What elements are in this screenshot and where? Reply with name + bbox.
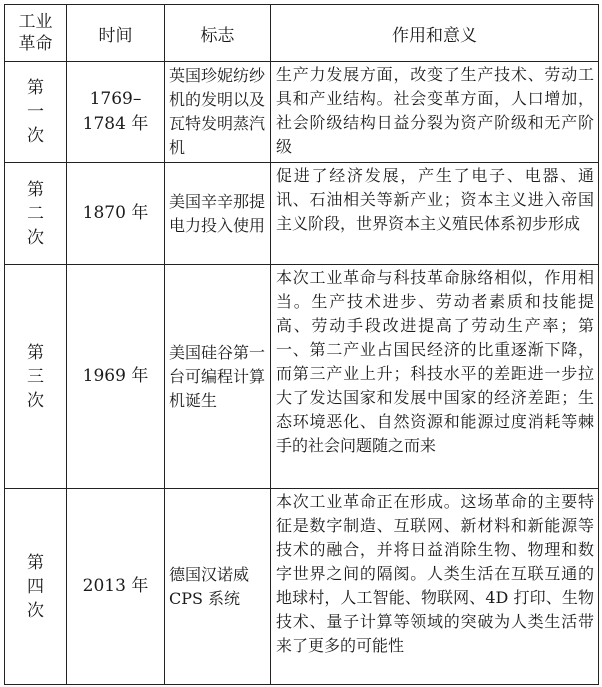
ordinal-char: 第: [27, 179, 44, 200]
ordinal-char: 次: [27, 600, 44, 621]
significance-cell: 本次工业革命正在形成。这场革命的主要特征是数字制造、互联网、新材料和新能源等技术的融合，并将日益消除生物、物理和数字世界之间的隔阂。人类生活在互联互通的地球村，人工智能、物联网、4D 打印、生物技术、量子计算等领域的突破为人类生活带来了更多的可能性: [271, 489, 599, 685]
ordinal-char: 一: [27, 102, 44, 122]
ordinal-char: 四: [27, 576, 44, 597]
significance-cell: 生产力发展方面，改变了生产技术、劳动工具和产业结构。社会变革方面，人口增加，社会阶级结构日益分裂为资产阶级和无产阶级: [271, 62, 599, 163]
ordinal-char: 次: [27, 390, 44, 411]
header-revolution-line2: 革命: [18, 34, 53, 54]
time-line2: 1784 年: [82, 114, 149, 134]
table-row: [5, 62, 599, 163]
table-row: [5, 265, 599, 489]
revolution-table-wrapper: [4, 4, 599, 685]
flag-cell: 美国硅谷第一台可编程计算机诞生: [165, 265, 271, 489]
time-cell: 1969 年: [67, 265, 165, 489]
header-revolution-line1: 工业: [18, 12, 53, 32]
ordinal-char: 第: [27, 342, 44, 363]
ordinal-char: 第: [27, 78, 44, 98]
industrial-revolution-table: [4, 4, 599, 685]
table-row: [5, 489, 599, 685]
time-cell: [67, 62, 165, 163]
significance-cell: 促进了经济发展，产生了电子、电器、通讯、石油相关等新产业；资本主义进入帝国主义阶段，世界资本主义殖民体系初步形成: [271, 163, 599, 265]
revolution-ordinal: [5, 62, 67, 163]
flag-cell: 英国珍妮纺纱机的发明以及瓦特发明蒸汽机: [165, 62, 271, 163]
time-cell: 1870 年: [67, 163, 165, 265]
time-line1: 1769–: [89, 89, 142, 109]
header-flag: 标志: [165, 5, 271, 62]
table-row: [5, 163, 599, 265]
revolution-ordinal: [5, 163, 67, 265]
revolution-ordinal: [5, 489, 67, 685]
ordinal-char: 次: [27, 126, 44, 146]
header-revolution: [5, 5, 67, 62]
ordinal-char: 第: [27, 552, 44, 573]
ordinal-char: 二: [27, 203, 44, 224]
time-cell: 2013 年: [67, 489, 165, 685]
revolution-ordinal: [5, 265, 67, 489]
significance-cell: 本次工业革命与科技革命脉络相似，作用相当。生产技术进步、劳动者素质和技能提高、劳动手段改进提高了劳动生产率；第一、第二产业占国民经济的比重逐渐下降，而第三产业上升；科技水平的差距进一步拉大了发达国家和发展中国家的经济差距；生态环境恶化、自然资源和能源过度消耗等棘手的社会问题随之而来: [271, 265, 599, 489]
ordinal-char: 次: [27, 227, 44, 248]
flag-cell: 美国辛辛那提电力投入使用: [165, 163, 271, 265]
header-row: [5, 5, 599, 62]
flag-cell: 德国汉诺威CPS 系统: [165, 489, 271, 685]
header-time: 时间: [67, 5, 165, 62]
ordinal-char: 三: [27, 366, 44, 387]
header-significance: 作用和意义: [271, 5, 599, 62]
